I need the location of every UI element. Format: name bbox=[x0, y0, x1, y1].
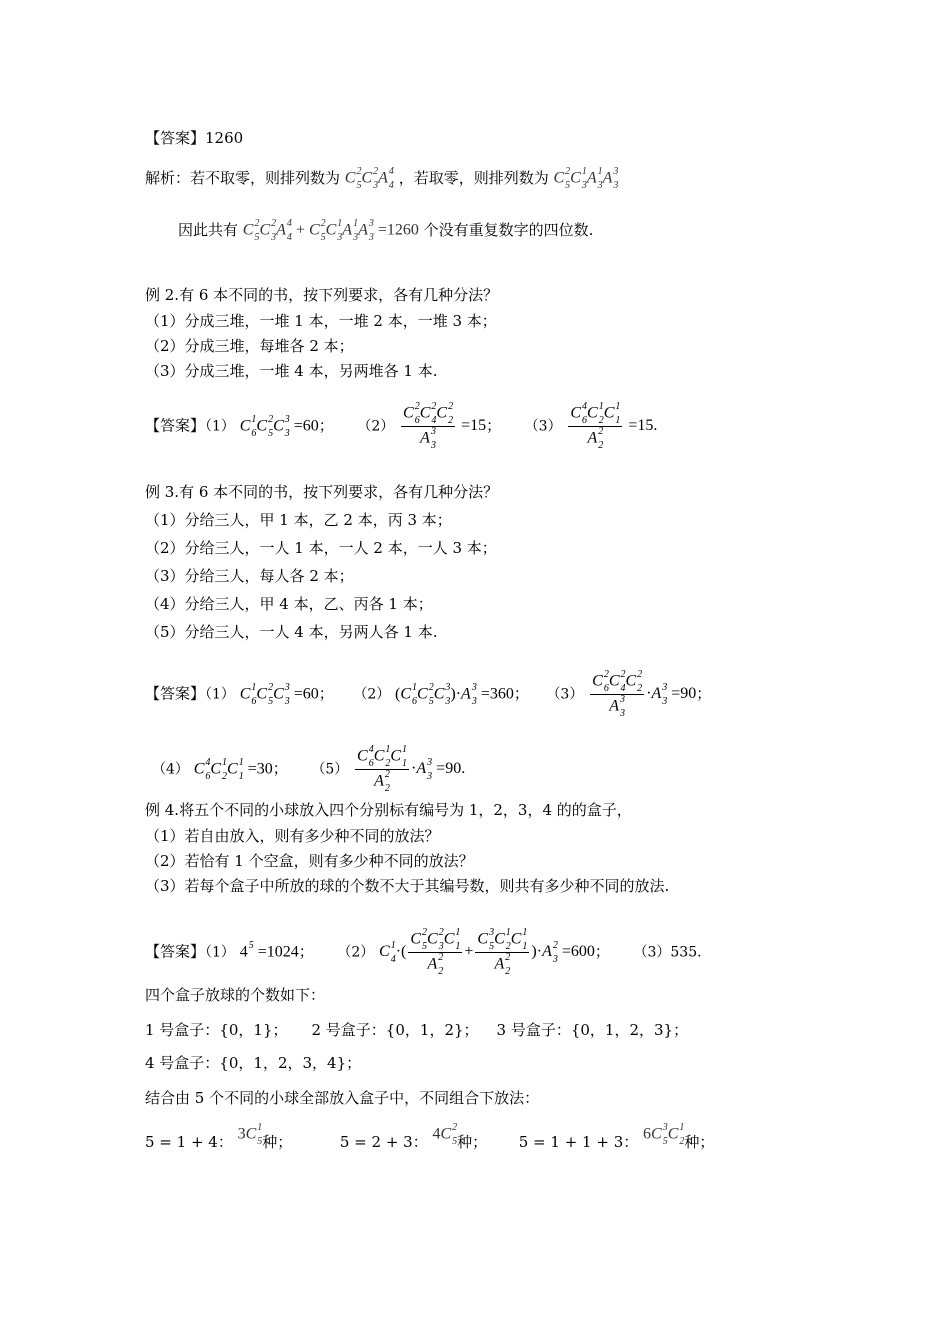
ex2-formula-1: C 1 6 C 2 5 C 3 3 =60 bbox=[239, 413, 319, 439]
part-label: （3） bbox=[524, 418, 562, 435]
part-label: （5） bbox=[311, 761, 349, 778]
ex4-item-3: （3）若每个盒子中所放的球的个数不大于其编号数，则共有多少种不同的放法. bbox=[145, 877, 670, 895]
answer1-line bbox=[145, 128, 243, 148]
part-label: （1） bbox=[205, 686, 235, 703]
ex2-formula-3: C 4 6 C 1 2 C 1 1 A 2 2 =15. bbox=[570, 401, 658, 451]
ex3-formula-5: C 4 6 C 1 2 C 1 1 A 2 2 ·A 3 3 =90. bbox=[357, 744, 466, 794]
case-unit: 种； bbox=[684, 1133, 715, 1151]
case-unit: 种； bbox=[457, 1133, 488, 1151]
part-label: （3）535. bbox=[633, 944, 702, 961]
analysis-line2 bbox=[178, 220, 593, 241]
ex3-item-2: （2）分给三人，一人 1 本，一人 2 本，一人 3 本； bbox=[145, 539, 497, 557]
ex3-answer-line1: 【答案】（1） C 1 6 C 2 5 C 3 3 =60； （2） (C 1 6 C 2 5 C 3 3 )·A 3 3 =360； （3） C 2 6 C 2 4 C 2 2 A 3 3 ·A 3 3 =90； bbox=[145, 669, 712, 719]
part-label: （2） bbox=[337, 944, 375, 961]
cases-line bbox=[145, 1122, 715, 1153]
analysis-line2-start: 因此共有 bbox=[178, 221, 239, 239]
ex4-formula-1: 4 5 =1024 bbox=[239, 939, 299, 961]
answer-label: 【答案】 bbox=[145, 942, 206, 961]
answer-label: 【答案】 bbox=[145, 129, 206, 147]
case-2: 5 = 2 + 3： bbox=[339, 1133, 428, 1151]
ex2-item-2: （2）分成三堆，每堆各 2 本； bbox=[145, 337, 354, 355]
box1-counts: 1 号盒子：{0，1}； bbox=[145, 1021, 288, 1039]
ex3-result-1: 60 bbox=[302, 685, 319, 703]
answer-label: 【答案】 bbox=[145, 684, 206, 703]
box3-counts: 3 号盒子：{0，1，2，3}； bbox=[496, 1021, 689, 1039]
ex2-item-3: （3）分成三堆，一堆 4 本，另两堆各 1 本. bbox=[145, 362, 438, 380]
ex3-answer-line2: （4） C 4 6 C 1 2 C 1 1 =30； （5） C 4 6 C 1 2 C 1 1 A 2 2 ·A 3 3 =90. bbox=[152, 744, 466, 794]
case-1-formula: 3C 1 5 bbox=[237, 1122, 263, 1147]
analysis-lead: 解析：若不取零，则排列数为 bbox=[145, 169, 341, 187]
ex3-title: 例 3.有 6 本不同的书，按下列要求，各有几种分法？ bbox=[145, 483, 499, 501]
counts-boxes-line bbox=[145, 1020, 688, 1040]
ex3-item-4: （4）分给三人，甲 4 本，乙、丙各 1 本； bbox=[145, 595, 433, 613]
ex2-result-1: 60 bbox=[302, 417, 319, 435]
ex3-formula-1: C 1 6 C 2 5 C 3 3 =60 bbox=[239, 681, 319, 707]
ex3-result-5: 90 bbox=[445, 760, 462, 778]
analysis-mid: ，若取零，则排列数为 bbox=[398, 169, 549, 187]
ex3-formula-3: C 2 6 C 2 4 C 2 2 A 3 3 ·A 3 3 =90 bbox=[592, 669, 697, 719]
ex2-result-3: 15 bbox=[637, 417, 654, 435]
ex3-result-4: 30 bbox=[256, 760, 273, 778]
ex4-formula-2: C 1 4 ·( C 2 5 C 2 3 C 1 1 A 2 2 + C 3 5 C 1 2 C 1 1 A 2 2 )·A 2 3 =600 bbox=[379, 927, 595, 977]
part-label: （4） bbox=[152, 761, 189, 778]
analysis-line1 bbox=[145, 168, 618, 189]
answer-label: 【答案】 bbox=[145, 416, 206, 435]
ex2-result-2: 15 bbox=[470, 417, 487, 435]
ex4-answer-line: 【答案】（1） 4 5 =1024； （2） C 1 4 ·( C 2 5 C 2 3 C 1 1 A 2 2 + C 3 5 C 1 2 C 1 1 A 2 2 )·A 2 3 =600； （3）535. bbox=[145, 927, 702, 977]
part-label: （3） bbox=[546, 686, 584, 703]
part-label: （2） bbox=[353, 686, 391, 703]
formula-with-zero: C 2 5 C 1 3 A 1 3 A 3 3 bbox=[553, 166, 619, 191]
ex4-item-1: （1）若自由放入，则有多少种不同的放法？ bbox=[145, 827, 440, 845]
ex2-item-1: （1）分成三堆，一堆 1 本，一堆 2 本，一堆 3 本； bbox=[145, 312, 497, 330]
box2-counts: 2 号盒子：{0，1，2}； bbox=[311, 1021, 479, 1039]
ex2-answer-line: 【答案】（1） C 1 6 C 2 5 C 3 3 =60； （2） C 2 6 C 2 4 C 2 2 A 3 3 =15； （3） C 4 6 C 1 2 C 1 1 A 2 2 =15. bbox=[145, 401, 658, 451]
part-label: （1） bbox=[205, 418, 235, 435]
case-unit: 种； bbox=[262, 1133, 293, 1151]
ex3-item-5: （5）分给三人，一人 4 本，另两人各 1 本. bbox=[145, 623, 438, 641]
part-label: （2） bbox=[357, 418, 395, 435]
ex4-title: 例 4.将五个不同的小球放入四个分别标有编号为 1，2，3，4 的的盒子， bbox=[145, 801, 632, 819]
ex4-result-2: 600 bbox=[570, 943, 595, 961]
answer-value: 1260 bbox=[205, 129, 244, 147]
total-result: 1260 bbox=[386, 221, 419, 239]
case-2-formula: 4C 2 5 bbox=[432, 1122, 458, 1147]
formula-total: C 2 5 C 2 3 A 4 4 + C 2 5 C 1 3 A 1 3 A 3 3 =1260 bbox=[242, 218, 419, 243]
ex3-formula-2: (C 1 6 C 2 5 C 3 3 )·A 3 3 =360 bbox=[395, 681, 514, 707]
case-1: 5 = 1 + 4： bbox=[145, 1133, 233, 1151]
ex3-result-2: 360 bbox=[489, 685, 514, 703]
ex3-item-3: （3）分给三人，每人各 2 本； bbox=[145, 567, 354, 585]
ex2-formula-2: C 2 6 C 2 4 C 2 2 A 3 3 =15 bbox=[403, 401, 487, 451]
ex3-item-1: （1）分给三人，甲 1 本，乙 2 本，丙 3 本； bbox=[145, 511, 452, 529]
case-3-formula: 6C 3 5 C 1 2 bbox=[643, 1122, 685, 1147]
part-label: （1） bbox=[205, 944, 235, 961]
ex3-result-3: 90 bbox=[680, 685, 697, 703]
ex2-title: 例 2.有 6 本不同的书，按下列要求，各有几种分法？ bbox=[145, 286, 499, 304]
formula-no-zero: C 2 5 C 2 3 A 4 4 bbox=[344, 166, 394, 191]
analysis-line2-end: 个没有重复数字的四位数. bbox=[423, 221, 594, 239]
counts-combine: 结合由 5 个不同的小球全部放入盒子中，不同组合下放法： bbox=[145, 1089, 540, 1107]
ex4-item-2: （2）若恰有 1 个空盒，则有多少种不同的放法？ bbox=[145, 852, 474, 870]
counts-intro: 四个盒子放球的个数如下： bbox=[145, 986, 326, 1004]
case-3: 5 = 1 + 1 + 3： bbox=[518, 1133, 639, 1151]
box4-counts: 4 号盒子：{0，1，2，3，4}； bbox=[145, 1054, 362, 1072]
ex3-formula-4: C 4 6 C 1 2 C 1 1 =30 bbox=[193, 756, 273, 782]
ex4-result-1: 1024 bbox=[266, 943, 299, 961]
